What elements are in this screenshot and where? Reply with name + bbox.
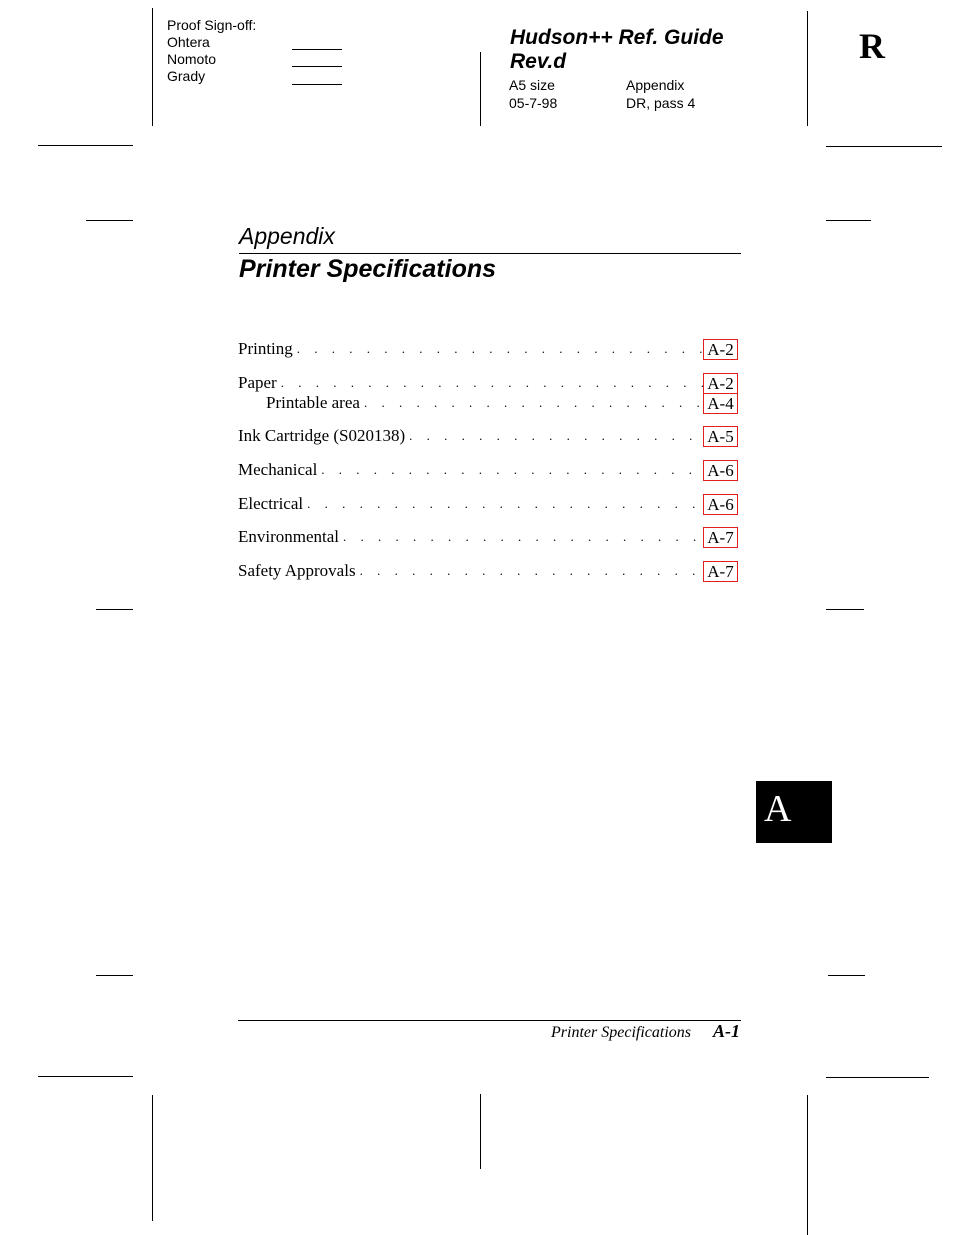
page-footer [551, 1021, 740, 1042]
toc-page-link[interactable]: A-2 [703, 339, 738, 360]
proof-signoff [167, 17, 256, 85]
toc-label: Environmental [238, 527, 340, 546]
toc-entry-safety-approvals[interactable] [238, 560, 738, 582]
signature-blank-3 [292, 84, 342, 85]
guide-title-line1: Hudson++ Ref. Guide [510, 26, 724, 49]
crop-line-bottom-left [152, 1095, 153, 1221]
toc-entry-environmental[interactable] [238, 526, 738, 548]
toc-leader [360, 560, 703, 582]
toc-label: Electrical [238, 494, 304, 513]
doc-date: 05-7-98 [509, 95, 558, 111]
toc-label: Printable area [266, 393, 360, 412]
toc-page-link[interactable]: A-7 [703, 561, 738, 582]
toc-leader [297, 338, 703, 360]
crop-line-bottom-right [807, 1095, 808, 1235]
trim-line-right-2 [826, 609, 864, 610]
toc-page-link[interactable]: A-2 [703, 373, 738, 394]
proof-signer-3: Grady [167, 68, 206, 84]
trim-line-left-1 [86, 220, 133, 221]
toc-leader [321, 459, 703, 481]
toc-label: Ink Cartridge (S020138) [238, 426, 406, 445]
crop-line-h-top-left [38, 145, 133, 146]
toc-entry-paper[interactable] [238, 372, 738, 394]
crop-line-top-right [807, 11, 808, 126]
trim-line-left-3 [96, 975, 133, 976]
toc-leader [281, 372, 703, 394]
crop-line-h-top-right [826, 146, 942, 147]
proof-signer-1: Ohtera [167, 34, 210, 50]
footer-label: Printer Specifications [551, 1024, 691, 1041]
crop-line-top-center [480, 52, 481, 126]
proof-heading: Proof Sign-off: [167, 17, 257, 33]
crop-line-h-bottom-left [38, 1076, 133, 1077]
trim-line-right-3 [828, 975, 865, 976]
crop-line-h-bottom-right [826, 1077, 929, 1078]
toc-entry-electrical[interactable] [238, 493, 738, 515]
toc-leader [343, 526, 703, 548]
toc-entry-ink-cartridge[interactable] [238, 425, 738, 447]
signature-blank-1 [292, 49, 342, 50]
doc-size: A5 size [509, 77, 555, 93]
doc-pass: DR, pass 4 [626, 95, 696, 111]
toc-leader [409, 425, 703, 447]
toc-label: Mechanical [238, 460, 318, 479]
trim-line-left-2 [96, 609, 133, 610]
corner-mark: R [859, 26, 885, 66]
toc-page-link[interactable]: A-5 [703, 426, 738, 447]
toc-page-link[interactable]: A-4 [703, 393, 738, 414]
crop-line-bottom-center [480, 1094, 481, 1169]
chapter-title: Printer Specifications [239, 255, 497, 283]
crop-line-top-left [152, 8, 153, 126]
toc-leader [364, 392, 703, 414]
toc-entry-mechanical[interactable] [238, 459, 738, 481]
guide-title-line2: Rev.d [510, 50, 567, 73]
toc-page-link[interactable]: A-7 [703, 527, 738, 548]
toc-entry-printing[interactable] [238, 338, 738, 360]
toc-label: Safety Approvals [238, 561, 356, 580]
toc-label: Paper [238, 373, 277, 392]
page-number: A-1 [713, 1021, 740, 1041]
chapter-tab: A [756, 781, 832, 843]
chapter-subtitle: Appendix [239, 223, 335, 249]
signature-blank-2 [292, 66, 342, 67]
toc-page-link[interactable]: A-6 [703, 494, 738, 515]
proof-signer-2: Nomoto [167, 51, 217, 67]
toc-entry-printable-area[interactable] [266, 392, 738, 414]
toc-page-link[interactable]: A-6 [703, 460, 738, 481]
trim-line-right-1 [826, 220, 871, 221]
toc-leader [307, 493, 703, 515]
guide-title [510, 26, 724, 74]
doc-section: Appendix [626, 77, 685, 93]
toc-label: Printing [238, 339, 293, 358]
